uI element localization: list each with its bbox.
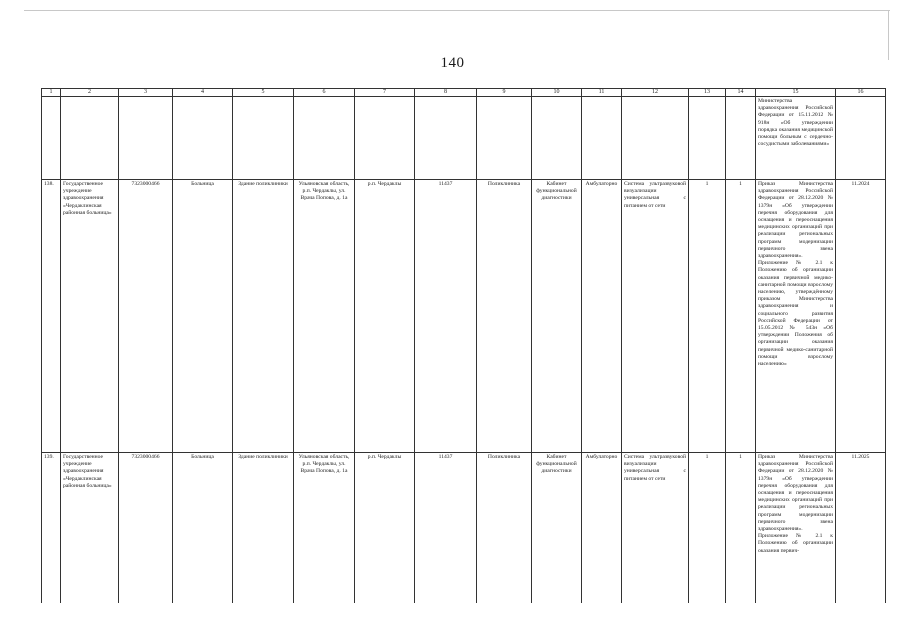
date-cell: 11.2024 [836, 180, 886, 453]
locality-cell: р.п. Чердаклы [355, 453, 415, 604]
facility-type-cell: Больница [173, 453, 233, 604]
table-row [42, 180, 886, 453]
institution-cell: Государственное учреждение здравоохранения «Чердаклинская районная больница» [61, 180, 119, 453]
column-number: 3 [119, 89, 173, 97]
legal-basis-cell: Министерства здравоохранения Российской Федерации от 15.11.2012 № 918н «Об утверждении порядка оказания медицинской помощи больным с сердечно-сосудистыми заболеваниями» [756, 97, 836, 180]
inn-cell: 7323000466 [119, 453, 173, 604]
column-number: 14 [726, 89, 756, 97]
scan-edge-right [888, 10, 889, 60]
column-number: 5 [233, 89, 294, 97]
inn-cell: 7323000466 [119, 180, 173, 453]
institution-cell: Государственное учреждение здравоохранения «Чердаклинская районная больница» [61, 453, 119, 604]
quantity-b-cell: 1 [726, 453, 756, 604]
column-number: 12 [622, 89, 689, 97]
facility-type-cell: Больница [173, 180, 233, 453]
locality-cell: р.п. Чердаклы [355, 180, 415, 453]
equipment-table [41, 88, 886, 603]
row-number-cell: 139. [42, 453, 61, 604]
column-number: 6 [294, 89, 355, 97]
table-row-continued [42, 97, 886, 180]
room-cell: Кабинет функциональной диагностики [532, 180, 582, 453]
equipment-cell: Система ультразвуковой визуализации универсальная с питанием от сети [622, 453, 689, 604]
date-cell: 11.2025 [836, 453, 886, 604]
column-number: 7 [355, 89, 415, 97]
column-number-row [42, 89, 886, 97]
equipment-cell: Система ультразвуковой визуализации универсальная с питанием от сети [622, 180, 689, 453]
quantity-b-cell: 1 [726, 180, 756, 453]
postal-code-cell: 11437 [415, 180, 477, 453]
legal-basis-cell: Приказ Министерства здравоохранения Российской Федерации от 28.12.2020 № 1379н «Об утверждении перечня оборудования для оснащения и переоснащения медицинских организаций при реализации региональных программ модернизации первичного звена здравоохранения». Приложение № 2.1 к Положению об организации оказания первич- [756, 453, 836, 604]
building-cell: Здание поликлиники [233, 180, 294, 453]
quantity-a-cell: 1 [689, 453, 726, 604]
row-number-cell: 138. [42, 180, 61, 453]
unit-cell: Поликлиника [477, 453, 532, 604]
address-cell: Ульяновская область, р.п. Чердаклы, ул. Врача Попова, д. 1а [294, 180, 355, 453]
care-type-cell: Амбулаторно [582, 180, 622, 453]
column-number: 15 [756, 89, 836, 97]
column-number: 1 [42, 89, 61, 97]
building-cell: Здание поликлиники [233, 453, 294, 604]
column-number: 8 [415, 89, 477, 97]
column-number: 13 [689, 89, 726, 97]
address-cell: Ульяновская область, р.п. Чердаклы, ул. Врача Попова, д. 1а [294, 453, 355, 604]
scan-edge-top [24, 10, 890, 11]
page-number: 140 [440, 55, 465, 71]
postal-code-cell: 11437 [415, 453, 477, 604]
column-number: 11 [582, 89, 622, 97]
care-type-cell: Амбулаторно [582, 453, 622, 604]
column-number: 2 [61, 89, 119, 97]
column-number: 4 [173, 89, 233, 97]
column-number: 16 [836, 89, 886, 97]
column-number: 9 [477, 89, 532, 97]
unit-cell: Поликлиника [477, 180, 532, 453]
column-number: 10 [532, 89, 582, 97]
legal-basis-cell: Приказ Министерства здравоохранения Российской Федерации от 28.12.2020 № 1379н «Об утверждении перечня оборудования для оснащения и переоснащения медицинских организаций при реализации региональных программ модернизации первичного звена здравоохранения». Приложение № 2.1 к Положению об организации оказания первичной медико-санитарной помощи взрослому населению, утверждённому приказом Министерства здравоохранения и социального развития Российской Федерации от 15.05.2012 № 543н «Об утверждении Положения об организации оказания первичной медико-санитарной помощи взрослому населению» [756, 180, 836, 453]
room-cell: Кабинет функциональной диагностики [532, 453, 582, 604]
table-row [42, 453, 886, 604]
quantity-a-cell: 1 [689, 180, 726, 453]
